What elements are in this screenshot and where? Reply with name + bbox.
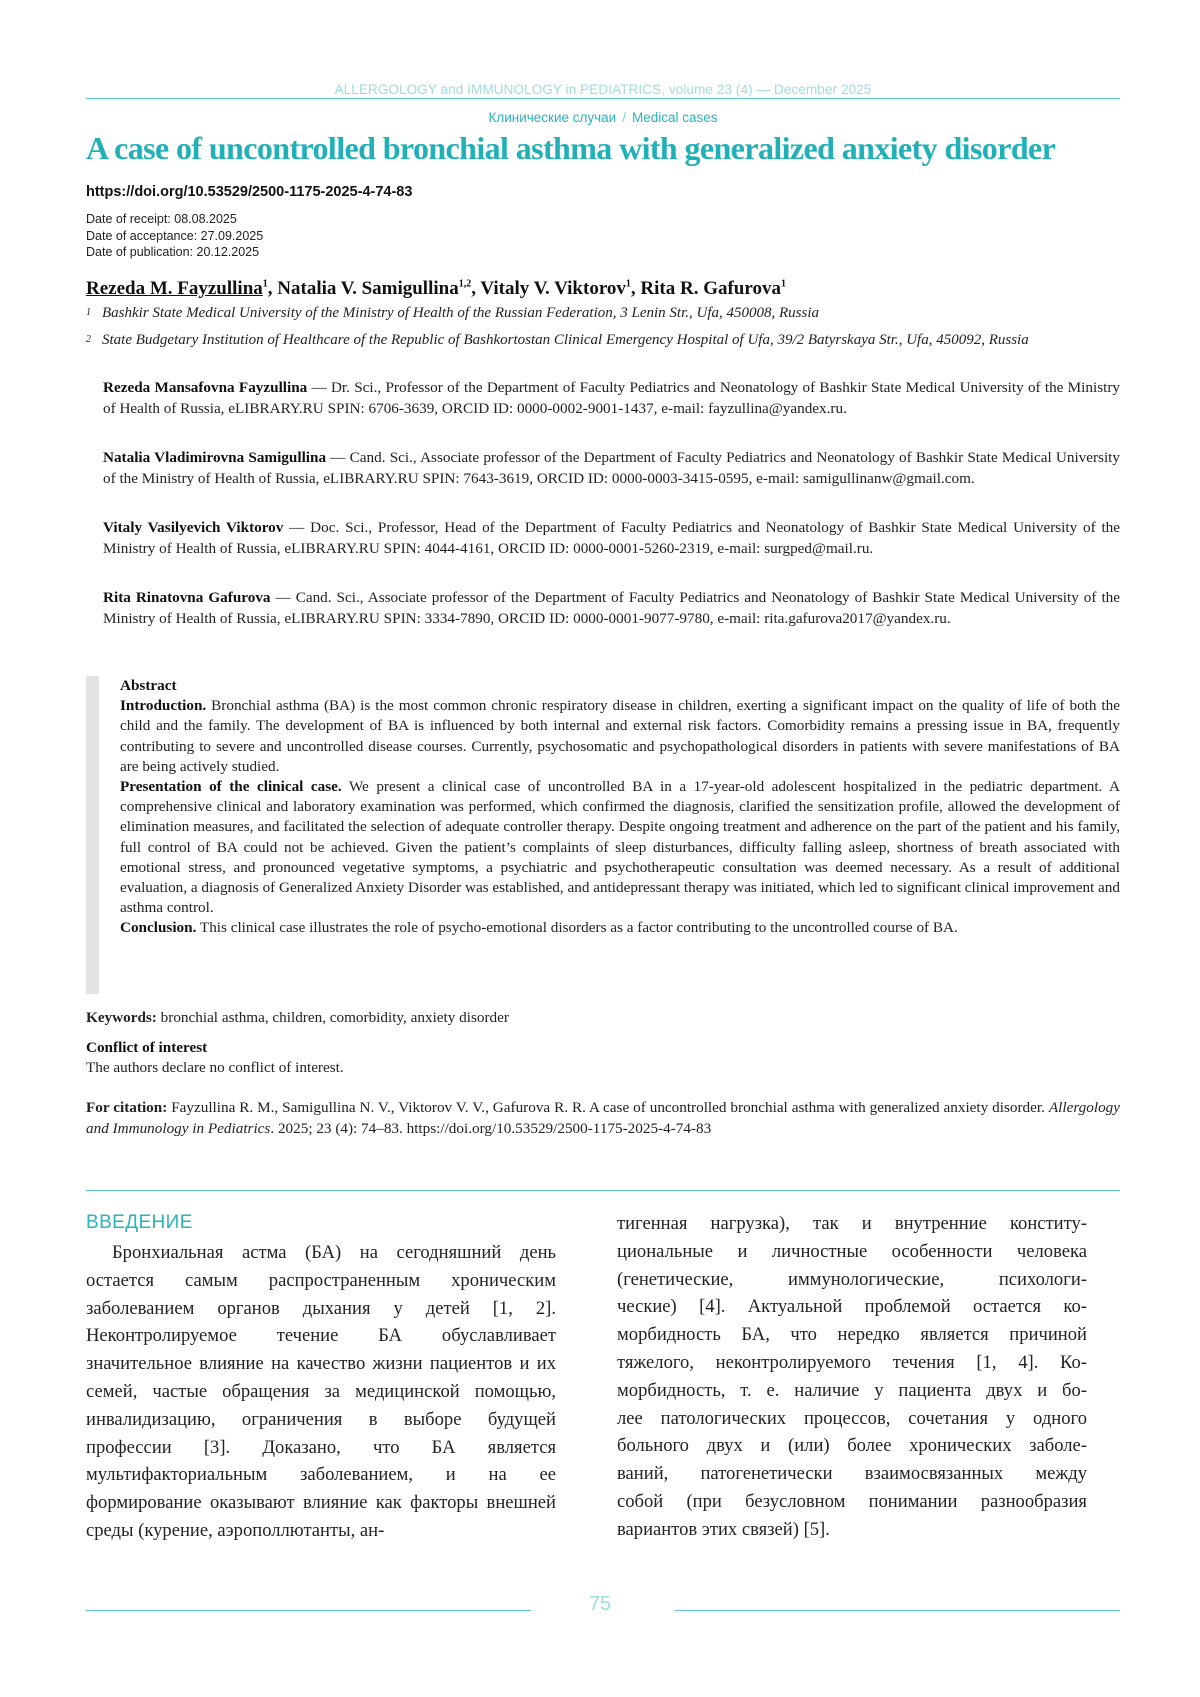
author-bio [103,588,1120,629]
keywords-label: Keywords: [86,1009,157,1026]
section-tag [86,110,1120,125]
article-title: A case of uncontrolled bronchial asthma with generalized anxiety disorder [86,130,1056,166]
body-line: ваний, патогенетически взаимосвязанных между [617,1463,1087,1485]
body-line: лее патологических процессов, сочетания у одного [617,1407,1087,1429]
affiliation [86,330,1120,350]
abstract-text: Bronchial asthma (BA) is the most common chronic respiratory disease in children, exerting a significant impact on the quality of life of both the child and the family. The development of BA is influenced by both internal and external risk factors. Comorbidity remains a pressing issue in BA, frequently contributing to severe and uncontrolled disease courses. Currently, psychosomatic and psychopathological disorders in patients with severe manifestations of BA are being actively studied. [120,697,1120,775]
section-rule [86,1190,1120,1191]
body-line: тигенная нагрузка), так и внутренние конститу- [617,1213,1087,1234]
section-ru: Клинические случаи [488,110,617,125]
running-head: ALLERGOLOGY and IMMUNOLOGY in PEDIATRICS, volume 23 (4) — December 2025 [334,82,872,97]
intro-heading: ВВЕДЕНИЕ [86,1212,193,1233]
author-separator: , [267,278,278,299]
doi-link[interactable]: https://doi.org/10.53529/2500-1175-2025-4-74-83 [86,184,413,200]
page-number: 75 [588,1593,612,1615]
bio-name: Natalia Vladimirovna Samigullina [103,449,327,466]
author-separator: , [630,278,641,299]
body-line: тяжелого, неконтролируемого течения [1, 4]. Ко- [617,1351,1087,1373]
body-line: собой (при безусловном понимании разнообразия [617,1490,1087,1512]
citation [86,1098,1120,1139]
author-affil-sup: 1,2 [458,278,472,290]
affiliation-number: 2 [86,334,91,345]
affiliation [86,303,1120,323]
keywords-text: bronchial asthma, children, comorbidity, anxiety disorder [156,1009,509,1026]
abstract [120,676,1120,939]
article-dates [86,211,263,261]
bio-text: — Doc. Sci., Professor, Head of the Department of Faculty Pediatrics and Neonatology of Bashkir State Medical University of the Ministry of Health of Russia, eLIBRARY.RU SPIN: 4044-4161, ORCID ID: 0000-0001-5260-2319, e-mail: surgped@mail.ru. [103,519,1121,557]
bio-text: — Cand. Sci., Associate professor of the Department of Faculty Pediatrics and Neonatology of Bashkir State Medical University of the Ministry of Health of Russia, eLIBRARY.RU SPIN: 7643-3619, ORCID ID: 0000-0003-3415-0595, e-mail: samigullinanw@gmail.com. [103,449,1120,487]
abstract-text: This clinical case illustrates the role of psycho-emotional disorders as a factor contributing to the uncontrolled course of BA. [196,919,958,937]
body-line: (генетические, иммунологические, психологи- [617,1268,1087,1290]
author-bio [103,448,1120,489]
date-of-receipt: Date of receipt: 08.08.2025 [86,212,237,226]
abstract-label: Introduction. [120,697,207,715]
section-separator: / [622,110,626,125]
author-list [86,278,786,300]
abstract-label: Conclusion. [120,919,197,937]
bio-name: Rezeda Mansafovna Fayzullina [103,379,308,396]
section-en: Medical cases [631,110,718,125]
author-separator: , [471,278,481,299]
abstract-conclusion [120,918,1120,938]
citation-text-end: . 2025; 23 (4): 74–83. https://doi.org/10.53529/2500-1175-2025-4-74-83 [270,1119,712,1137]
body-line: морбидность БА, что нередко является причиной [617,1324,1087,1346]
citation-journal: Allergology and Immunology in Pediatrics [86,1099,1120,1137]
body-line: морбидность, т. е. наличие у пациента двух и бо- [617,1379,1087,1401]
affiliation-number: 1 [86,307,91,318]
bio-text: — Cand. Sci., Associate professor of the Department of Faculty Pediatrics and Neonatology of Bashkir State Medical University of the Ministry of Health of Russia, eLIBRARY.RU SPIN: 3334-7890, ORCID ID: 0000-0001-9077-9780, e-mail: rita.gafurova2017@yandex.ru. [103,589,1120,627]
author-name: Rita R. Gafurova [640,278,781,299]
abstract-text: We present a clinical case of uncontrolled BA in a 17-year-old adolescent hospitalized in the pediatric department. A comprehensive clinical and laboratory examination was performed, which confirmed the diagnosis, clarified the sensitization profile, allowed the development of elimination measures, and facilitated the selection of adequate controller therapy. Despite ongoing treatment and adherence on the part of the patient and his family, full control of BA could not be achieved. Given the patient’s complaints of sleep disturbances, difficulty falling asleep, shortness of breath associated with emotional stress, and pronounced vegetative symptoms, a psychiatric and psychotherapeutic consultation was deemed necessary. As a result of additional evaluation, a diagnosis of Generalized Anxiety Disorder was established, and antidepressant therapy was initiated, which led to significant clinical improvement and asthma control. [120,778,1120,917]
keywords [86,1009,509,1027]
bio-text: — Dr. Sci., Professor of the Department of Faculty Pediatrics and Neonatology of Bashkir State Medical University of the Ministry of Health of Russia, eLIBRARY.RU SPIN: 6706-3639, ORCID ID: 0000-0002-9001-1437, e-mail: fayzullina@yandex.ru. [103,379,1120,417]
body-line: вариантов этих связей) [5]. [617,1518,830,1540]
bio-name: Vitaly Vasilyevich Viktorov [103,519,284,536]
conflict-text: The authors declare no conflict of interest. [86,1059,344,1076]
author-affil-sup: 1 [262,278,268,290]
body-line: ческие) [4]. Актуальной проблемой остается ко- [617,1296,1087,1318]
author-bio [103,518,1120,559]
author-name[interactable]: Rezeda M. Fayzullina [86,278,263,299]
abstract-case [120,777,1120,918]
footer-rule-left [86,1610,531,1611]
abstract-introduction [120,696,1120,777]
author-bio [103,378,1120,419]
abstract-heading: Abstract [120,677,177,694]
author-name: Natalia V. Samigullina [277,278,459,299]
author-affil-sup: 1 [625,278,631,290]
date-of-acceptance: Date of acceptance: 27.09.2025 [86,228,264,243]
affiliation-text: State Budgetary Institution of Healthcare of the Republic of Bashkortostan Clinical Emergency Hospital of Ufa, 39/2 Batyrskaya Str., Ufa, 450092, Russia [102,332,1029,348]
body-line: больного двух и (или) более хронических заболе- [617,1435,1087,1457]
affiliation-text: Bashkir State Medical University of the Ministry of Health of the Russian Federation, 3 Lenin Str., Ufa, 450008, Russia [102,305,820,321]
author-name: Vitaly V. Viktorov [480,278,626,299]
bio-name: Rita Rinatovna Gafurova [103,589,271,606]
abstract-sidebar [86,676,99,994]
abstract-label: Presentation of the clinical case. [120,778,342,796]
header-rule [86,98,1120,99]
footer-rule-right [675,1610,1120,1611]
body-right-column [617,1210,1087,1544]
body-left-column: Бронхиальная астма (БА) на сегодняшний день остается самым распространенным хроническим заболеванием органов дыхания у детей [1, 2]. Неконтролируемое течение БА обуславливает значительное влияние на качество жизни пациентов и их семей, частые обращения за медицинской помощью, инвалидизацию, ограничения в выборе будущей профессии [3]. Доказано, что БА является мультифакториальным заболеванием, и на ее формирование оказывают влияние как факторы внешней среды (курение, аэрополлютанты, ан- [86,1242,556,1541]
body-line: циональные и личностные особенности человека [617,1240,1087,1262]
date-of-publication: Date of publication: 20.12.2025 [86,245,260,259]
citation-text: Fayzullina R. M., Samigullina N. V., Viktorov V. V., Gafurova R. R. A case of uncontrolled bronchial asthma with generalized anxiety disorder. [167,1099,1049,1116]
author-affil-sup: 1 [780,278,786,290]
conflict-heading: Conflict of interest [86,1039,208,1056]
citation-label: For citation: [86,1099,168,1116]
